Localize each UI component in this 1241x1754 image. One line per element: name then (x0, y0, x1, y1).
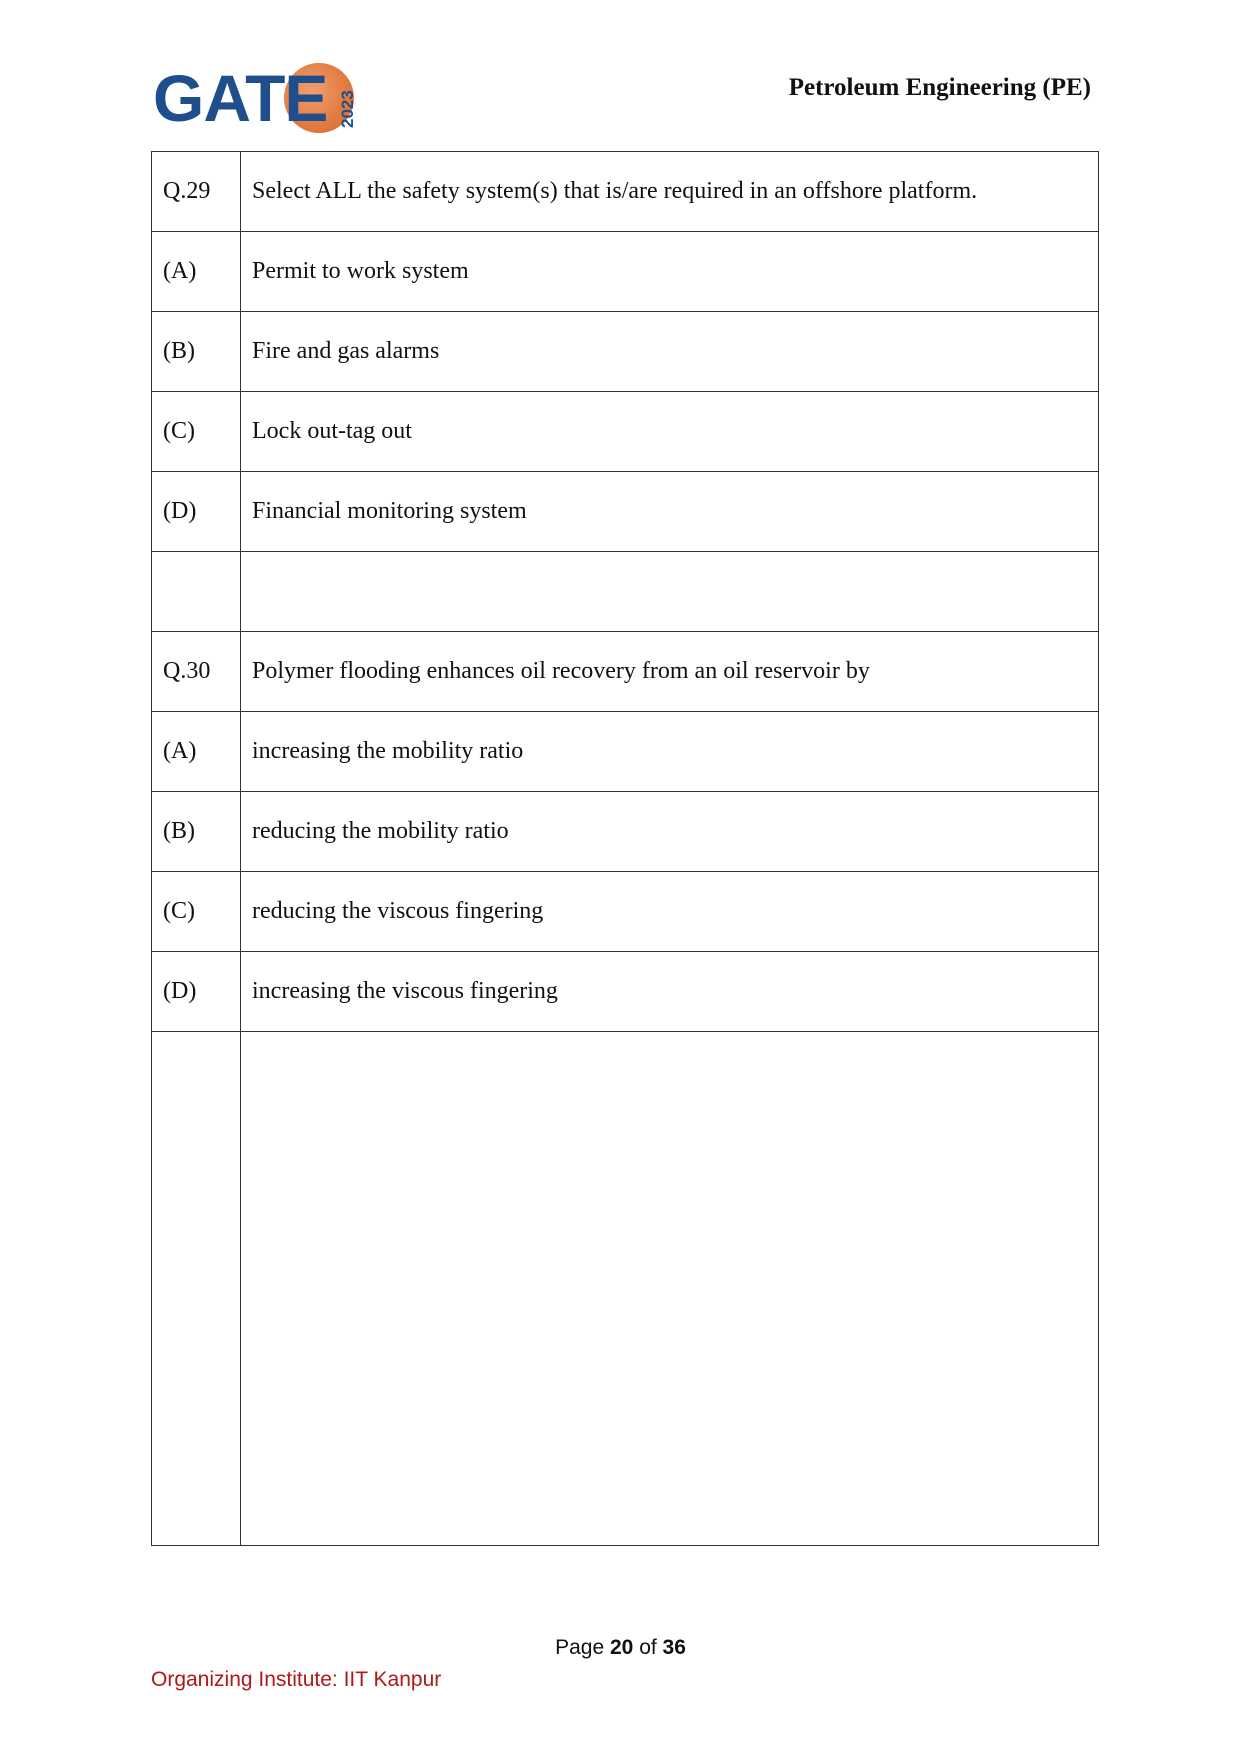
option-text: Fire and gas alarms (241, 312, 1099, 392)
option-text: reducing the mobility ratio (241, 792, 1099, 872)
empty-cell (241, 552, 1099, 632)
page-current: 20 (609, 1636, 634, 1659)
option-row (152, 792, 1099, 872)
question-number: Q.29 (152, 152, 241, 232)
organizer-text: Organizing Institute: IIT Kanpur (151, 1668, 442, 1691)
page-number (0, 1636, 1241, 1660)
empty-cell (152, 1032, 241, 1546)
page-total: 36 (662, 1636, 686, 1659)
option-label: (A) (152, 712, 241, 792)
option-text: Permit to work system (241, 232, 1099, 312)
question-text: Select ALL the safety system(s) that is/are required in an offshore platform. (241, 152, 1099, 232)
option-row (152, 712, 1099, 792)
question-number: Q.30 (152, 632, 241, 712)
option-text: reducing the viscous fingering (241, 872, 1099, 952)
option-text: Lock out-tag out (241, 392, 1099, 472)
spacer-row (152, 552, 1099, 632)
option-label: (A) (152, 232, 241, 312)
page-of: of (639, 1636, 657, 1659)
option-text: increasing the viscous fingering (241, 952, 1099, 1032)
option-label: (C) (152, 392, 241, 472)
blank-row (152, 1032, 1099, 1546)
option-row (152, 312, 1099, 392)
option-label: (B) (152, 792, 241, 872)
page-prefix: Page (555, 1636, 605, 1659)
question-row (152, 632, 1099, 712)
empty-cell (241, 1032, 1099, 1546)
option-row (152, 392, 1099, 472)
option-label: (C) (152, 872, 241, 952)
option-label: (D) (152, 472, 241, 552)
option-row (152, 472, 1099, 552)
gate-logo (153, 58, 363, 138)
option-row (152, 952, 1099, 1032)
logo-text: GATE (153, 61, 328, 135)
question-table (151, 151, 1099, 1546)
subject-title: Petroleum Engineering (PE) (788, 74, 1091, 101)
empty-cell (152, 552, 241, 632)
option-text: Financial monitoring system (241, 472, 1099, 552)
question-text: Polymer flooding enhances oil recovery from an oil reservoir by (241, 632, 1099, 712)
question-row (152, 152, 1099, 232)
option-row (152, 232, 1099, 312)
option-text: increasing the mobility ratio (241, 712, 1099, 792)
option-row (152, 872, 1099, 952)
option-label: (D) (152, 952, 241, 1032)
logo-year: 2023 (338, 90, 357, 128)
option-label: (B) (152, 312, 241, 392)
